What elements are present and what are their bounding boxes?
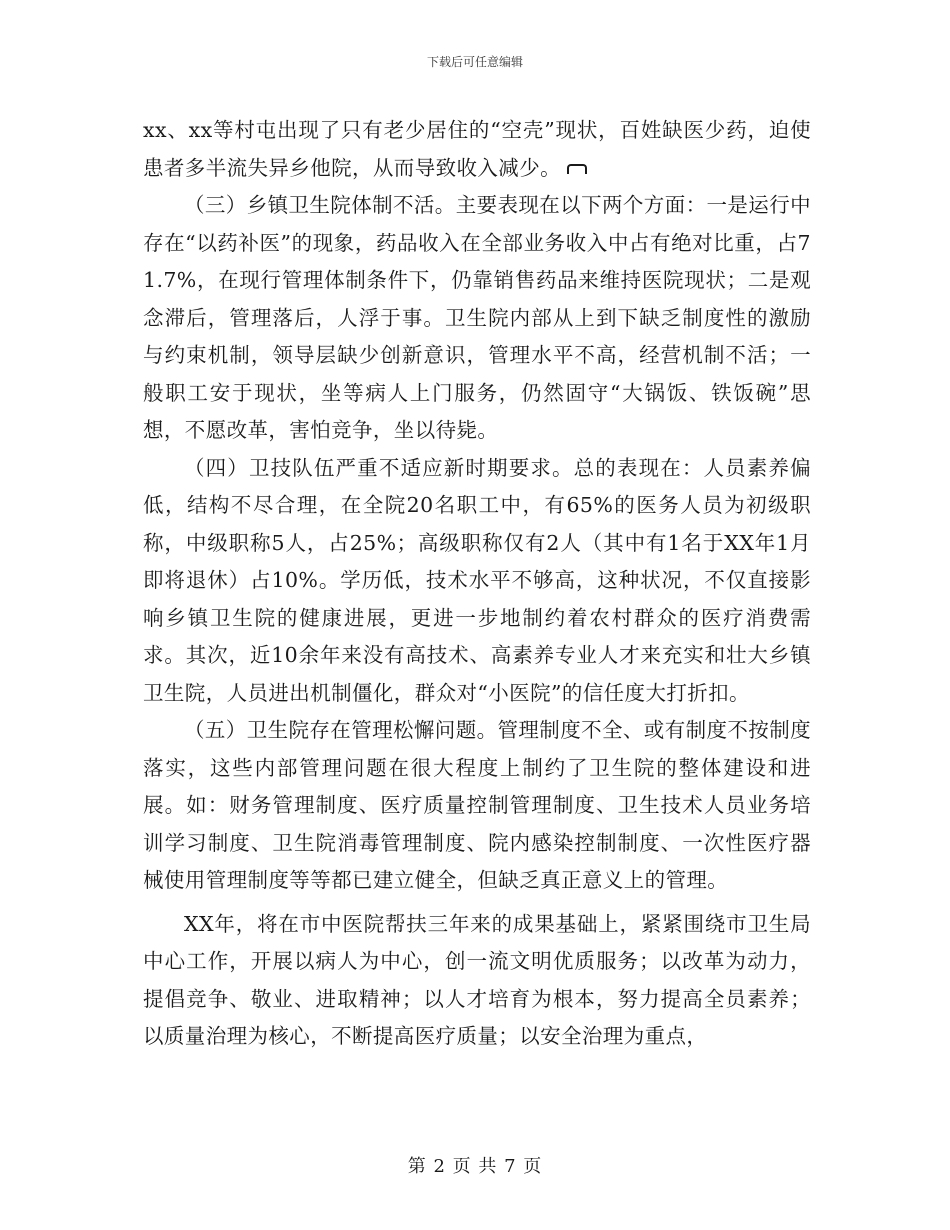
page-number: 第 2 页 共 7 页	[407, 1156, 543, 1177]
document-body	[143, 112, 811, 1056]
paragraph-text: xx、xx等村屯出现了只有老少居住的“空壳”现状，百姓缺医少药，迫使患者多半流失异乡他院，从而导致收入减少。	[143, 118, 811, 180]
paragraph-section-3: （三）乡镇卫生院体制不活。主要表现在以下两个方面：一是运行中存在“以药补医”的现象，药品收入在全部业务收入中占有绝对比重，占71.7%，在现行管理体制条件下，仍靠销售药品来维持医院现状；二是观念滞后，管理落后，人浮于事。卫生院内部从上到下缺乏制度性的激励与约束机制，领导层缺少创新意识，管理水平不高，经营机制不活；一般职工安于现状，坐等病人上门服务，仍然固守“大锅饭、铁饭碗”思想，不愿改革，害怕竞争，坐以待毙。	[143, 193, 811, 442]
paragraph-section-4: （四）卫技队伍严重不适应新时期要求。总的表现在：人员素养偏低，结构不尽合理，在全院20名职工中，有65%的医务人员为初级职称，中级职称5人，占25%；高级职称仅有2人（其中有1名于XX年1月即将退休）占10%。学历低，技术水平不够高，这种状况，不仅直接影响乡镇卫生院的健康进展，更进一步地制约着农村群众的医疗消费需求。其次，近10余年来没有高技术、高素养专业人才来充实和壮大乡镇卫生院，人员进出机制僵化，群众对“小医院”的信任度大打折扣。	[143, 455, 811, 705]
paragraph-section-5: （五）卫生院存在管理松懈问题。管理制度不全、或有制度不按制度落实，这些内部管理问题在很大程度上制约了卫生院的整体建设和进展。如：财务管理制度、医疗质量控制管理制度、卫生技术人员业务培训学习制度、卫生院消毒管理制度、院内感染控制制度、一次性医疗器械使用管理制度等等都已建立健全，但缺乏真正意义上的管理。	[143, 718, 811, 892]
page-header: 下载后可任意编辑	[426, 55, 523, 69]
paragraph-plan: XX年，将在市中医院帮扶三年来的成果基础上，紧紧围绕市卫生局中心工作，开展以病人为中心，创一流文明优质服务；以改革为动力，提倡竞争、敬业、进取精神；以人才培育为根本，努力提高全员素养；以质量治理为核心，不断提高医疗质量；以安全治理为重点，	[143, 911, 811, 1048]
edit-mark-icon	[567, 164, 587, 174]
paragraph-continuation	[143, 112, 811, 187]
